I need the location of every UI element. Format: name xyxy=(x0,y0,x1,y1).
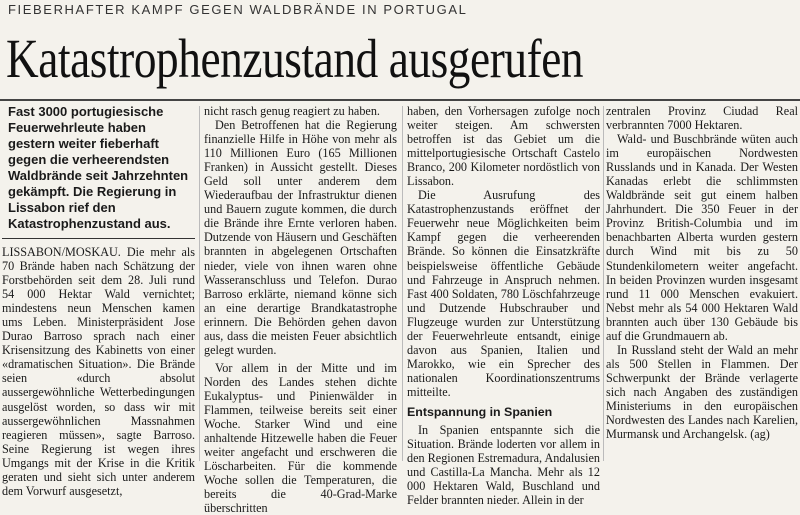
article-column-1 xyxy=(2,104,195,498)
paragraph: LISSABON/MOSKAU. Die mehr als 70 Brände haben nach Schätzung der Forstbehörden seit dem 28. Juli rund 54 000 Hektar Wald vernichtet; mindestens neun Menschen kamen ums Leben. Ministerpräsident Jose Durao Barroso sprach nach einer Krisensitzung des Kabinetts von einer «dramatischen Situation». Die Brände seien «durch absolut aussergewöhnliche Wetterbedingungen ausgelöst worden, so dass wir mit aussergewöhnlichen Massnahmen reagieren müssen», sagte Barroso. Seine Regierung ist wegen ihres Umgangs mit der Krise in die Kritik geraten und sieht sich unter anderem dem Vorwurf ausgesetzt, xyxy=(2,245,195,498)
paragraph: Wald- und Buschbrände wüten auch im europäischen Nordwesten Russlands und in Kanada. Der Westen Kanadas erlebt die schlimmsten Waldbrände seit gut einem halben Jahrhundert. Die 350 Feuer in der Provinz British-Columbia und im benachbarten Alberta wurden gestern durch Wind mit bis zu 50 Stundenkilometern weiter angefacht. In beiden Provinzen wurden insgesamt rund 11 000 Menschen evakuiert. Nebst mehr als 54 000 Hektaren Wald brannten auch über 130 Gebäude bis auf die Grundmauern ab. xyxy=(606,132,798,343)
paragraph: Die Ausrufung des Katastrophenzustands eröffnet der Feuerwehr neue Möglichkeiten beim Kampf gegen die verheerenden Brände. So können die Einsatzkräfte beispielsweise öffentliche Gebäude und Fahrzeuge in Anspruch nehmen. Fast 400 Soldaten, 780 Löschfahrzeuge und Dutzende Hubschrauber und Flugzeuge wurden zur Unterstützung der Feuerwehrleute entsandt, einige davon aus Spanien, Italien und Marokko, wie ein Sprecher des nationalen Koordinationszentrums mitteilte. xyxy=(407,188,600,399)
paragraph: haben, den Vorhersagen zufolge noch weiter steigen. Am schwersten betroffen ist das Gebiet um die mittelportugiesische Ortschaft Castelo Branco, 200 Kilometer nordöstlich von Lissabon. xyxy=(407,104,600,189)
article-headline: Katastrophenzustand ausgerufen xyxy=(6,28,584,89)
paragraph: zentralen Provinz Ciudad Real verbrannten 7000 Hektaren. xyxy=(606,104,798,133)
column-separator xyxy=(603,106,604,461)
lead-rule xyxy=(2,238,195,239)
paragraph: Vor allem in der Mitte und im Norden des Landes stehen dichte Eukalyptus- und Pinienwälder in Flammen, teilweise bereits seit einer Woche. Starker Wind und eine anhaltende Hitzewelle haben die Feuer weiter angefacht und erschweren die Löscharbeiten. Für die kommende Woche sollen die Temperaturen, die bereits die 40-Grad-Marke überschritten xyxy=(204,360,397,515)
column-separator xyxy=(199,106,200,461)
paragraph: Den Betroffenen hat die Regierung finanzielle Hilfe in Höhe von mehr als 110 Millionen Euro (165 Millionen Franken) in Aussicht gestellt. Dieses Geld soll unter anderem dem Wiederaufbau der Infrastruktur dienen und Bauern zugute kommen, die durch die Brände ihre Ernte verloren haben. Dutzende von Häusern und Geschäften brannten in abgelegenen Ortschaften nieder, viele von ihnen waren ohne Wasseranschluss und Telefon. Durao Barroso erklärte, niemand könne sich an eine derartige Brandkatastrophe erinnern. Die Behörden gehen davon aus, dass die meisten Feuer absichtlich gelegt wurden. xyxy=(204,118,397,357)
article-kicker: FIEBERHAFTER KAMPF GEGEN WALDBRÄNDE IN PORTUGAL xyxy=(8,2,468,17)
article-column-4 xyxy=(606,104,798,461)
article-column-2 xyxy=(204,104,397,515)
paragraph: nicht rasch genug reagiert zu haben. xyxy=(204,104,380,118)
article-column-3 xyxy=(407,104,600,508)
paragraph: In Spanien entspannte sich die Situation. Brände loderten vor allem in den Regionen Estremadura, Andalusien und Castilla-La Mancha. Mehr als 12 000 Hektaren Wald, Buschland und Felder brannten nieder. Allein in der xyxy=(407,423,600,508)
section-subhead: Entspannung in Spanien xyxy=(407,404,553,419)
paragraph: In Russland steht der Wald an mehr als 500 Stellen in Flammen. Der Schwerpunkt der Brände verlagerte sich nach Angaben des zuständigen Ministeriums in den europäischen Nordwesten des Landes nach Karelien, Murmansk und Archangelsk. (ag) xyxy=(606,342,798,442)
article-lead: Fast 3000 portugiesische Feuerwehrleute haben gestern weiter fieberhaft gegen die verheerendsten Waldbrände seit Jahrzehnten gekämpft. Die Regierung in Lissabon rief den Katastrophenzustand aus. xyxy=(8,104,189,231)
headline-rule xyxy=(0,99,800,101)
column-separator xyxy=(402,106,403,461)
